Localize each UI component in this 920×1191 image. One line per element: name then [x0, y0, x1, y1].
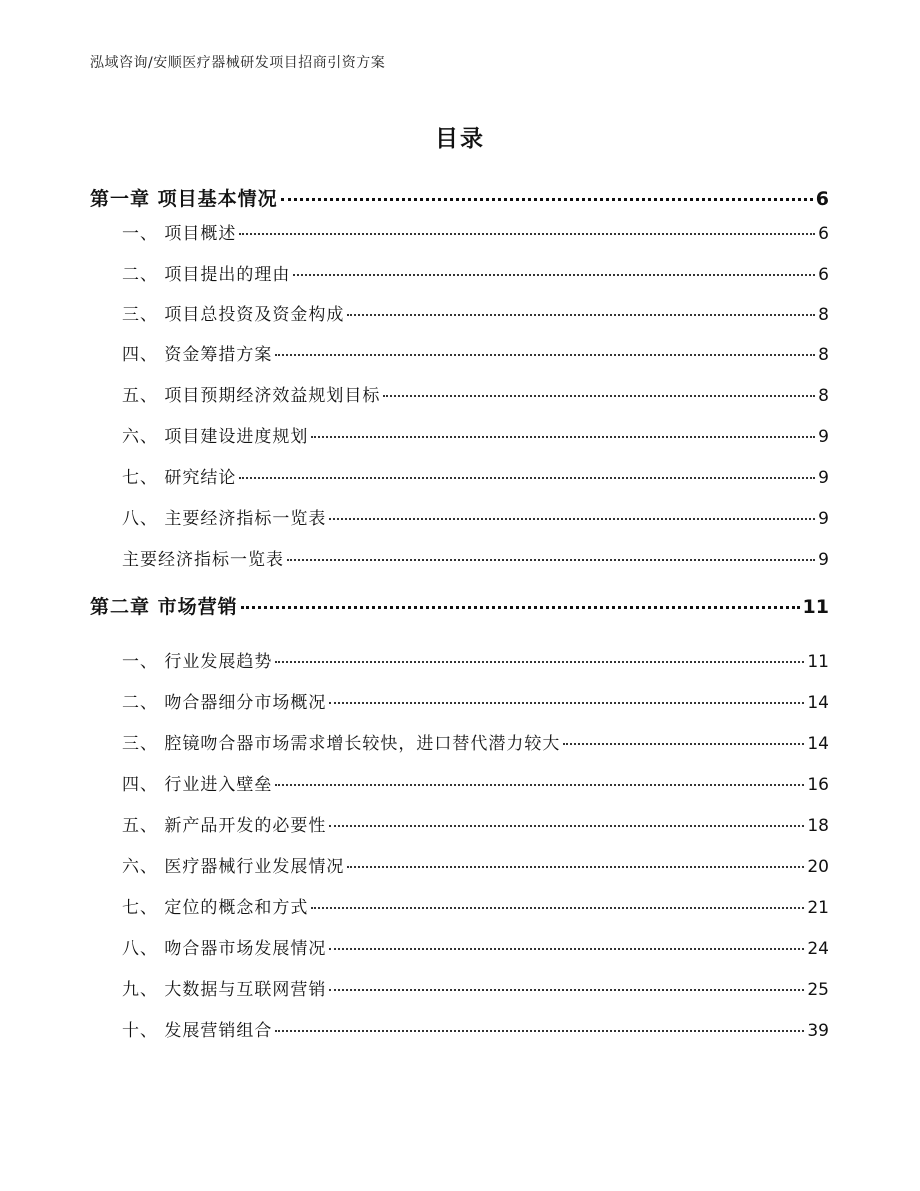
- toc-page-number: 14: [807, 734, 829, 754]
- running-header: 泓域咨询/安顺医疗器械研发项目招商引资方案: [90, 55, 386, 71]
- toc-page-number: 24: [807, 939, 829, 959]
- toc-page-number: 8: [818, 386, 829, 406]
- toc-entry-label: 五、 项目预期经济效益规划目标: [122, 386, 381, 406]
- toc-page-number: 6: [818, 265, 829, 285]
- toc-page-number: 18: [807, 816, 829, 836]
- toc-page-number: 6: [818, 224, 829, 244]
- toc-dot-leader: [275, 1030, 804, 1032]
- toc-section-entry[interactable]: [122, 688, 829, 713]
- toc-section-entry[interactable]: [122, 545, 829, 570]
- toc-page-number: 9: [818, 468, 829, 488]
- toc-section-entry[interactable]: [122, 300, 829, 325]
- toc-entry-label: 一、 行业发展趋势: [122, 652, 273, 672]
- toc-entry-label: 四、 行业进入壁垒: [122, 775, 273, 795]
- toc-section-entry[interactable]: [122, 770, 829, 795]
- toc-section-entry[interactable]: [122, 893, 829, 918]
- toc-entry-label: 八、 主要经济指标一览表: [122, 509, 327, 529]
- toc-entry-label: 六、 医疗器械行业发展情况: [122, 857, 345, 877]
- toc-entry-label: 四、 资金筹措方案: [122, 345, 273, 365]
- toc-dot-leader: [329, 702, 804, 704]
- toc-section-entry[interactable]: [122, 729, 829, 754]
- toc-entry-label: 十、 发展营销组合: [122, 1021, 273, 1041]
- toc-dot-leader: [329, 989, 804, 991]
- toc-entry-label: 三、 项目总投资及资金构成: [122, 305, 345, 325]
- toc-section-entry[interactable]: [122, 647, 829, 672]
- toc-dot-leader: [241, 606, 800, 609]
- toc-title: 目录: [435, 126, 485, 152]
- toc-page-number: 11: [802, 596, 829, 618]
- toc-entry-label: 八、 吻合器市场发展情况: [122, 939, 327, 959]
- toc-section-entry[interactable]: [122, 219, 829, 244]
- toc-dot-leader: [311, 907, 804, 909]
- toc-dot-leader: [293, 274, 815, 276]
- toc-dot-leader: [275, 784, 804, 786]
- toc-section-entry[interactable]: [122, 934, 829, 959]
- toc-page-number: 6: [815, 188, 829, 210]
- toc-dot-leader: [311, 436, 815, 438]
- toc-page-number: 9: [818, 427, 829, 447]
- toc-section-entry[interactable]: [122, 504, 829, 529]
- toc-page-number: 16: [807, 775, 829, 795]
- toc-section-entry[interactable]: [122, 975, 829, 1000]
- toc-dot-leader: [329, 948, 804, 950]
- toc-section-entry[interactable]: [122, 463, 829, 488]
- toc-entry-label: 九、 大数据与互联网营销: [122, 980, 327, 1000]
- toc-page-number: 8: [818, 305, 829, 325]
- toc-entry-label: 二、 吻合器细分市场概况: [122, 693, 327, 713]
- toc-entry-label: 七、 定位的概念和方式: [122, 898, 309, 918]
- toc-dot-leader: [239, 477, 815, 479]
- toc-dot-leader: [383, 395, 815, 397]
- toc-dot-leader: [287, 559, 815, 561]
- toc-dot-leader: [275, 354, 815, 356]
- toc-entry-label: 七、 研究结论: [122, 468, 237, 488]
- toc-entry-label: 主要经济指标一览表: [122, 550, 284, 570]
- toc-chapter-entry[interactable]: [90, 184, 829, 211]
- toc-entry-label: 第二章 市场营销: [90, 596, 238, 618]
- toc-dot-leader: [329, 518, 815, 520]
- toc-section-entry[interactable]: [122, 422, 829, 447]
- toc-page-number: 21: [807, 898, 829, 918]
- toc-section-entry[interactable]: [122, 340, 829, 365]
- toc-entry-label: 第一章 项目基本情况: [90, 188, 278, 210]
- toc-section-entry[interactable]: [122, 811, 829, 836]
- toc-dot-leader: [347, 866, 804, 868]
- toc-dot-leader: [329, 825, 804, 827]
- toc-dot-leader: [347, 314, 815, 316]
- toc-entry-label: 三、 腔镜吻合器市场需求增长较快，进口替代潜力较大: [122, 734, 561, 754]
- toc-section-entry[interactable]: [122, 260, 829, 285]
- toc-page-number: 25: [807, 980, 829, 1000]
- toc-entry-label: 二、 项目提出的理由: [122, 265, 291, 285]
- toc-entry-label: 六、 项目建设进度规划: [122, 427, 309, 447]
- toc-page-number: 11: [807, 652, 829, 672]
- toc-page-number: 39: [807, 1021, 829, 1041]
- toc-page-number: 9: [818, 509, 829, 529]
- toc-dot-leader: [239, 233, 815, 235]
- toc-page-number: 14: [807, 693, 829, 713]
- toc-page-number: 20: [807, 857, 829, 877]
- toc-page-number: 8: [818, 345, 829, 365]
- toc-dot-leader: [563, 743, 804, 745]
- toc-dot-leader: [281, 198, 813, 201]
- toc-chapter-entry[interactable]: [90, 592, 829, 619]
- toc-page-number: 9: [818, 550, 829, 570]
- toc-section-entry[interactable]: [122, 852, 829, 877]
- toc-dot-leader: [275, 661, 804, 663]
- toc-entry-label: 五、 新产品开发的必要性: [122, 816, 327, 836]
- toc-section-entry[interactable]: [122, 1016, 829, 1041]
- toc-section-entry[interactable]: [122, 381, 829, 406]
- toc-entry-label: 一、 项目概述: [122, 224, 237, 244]
